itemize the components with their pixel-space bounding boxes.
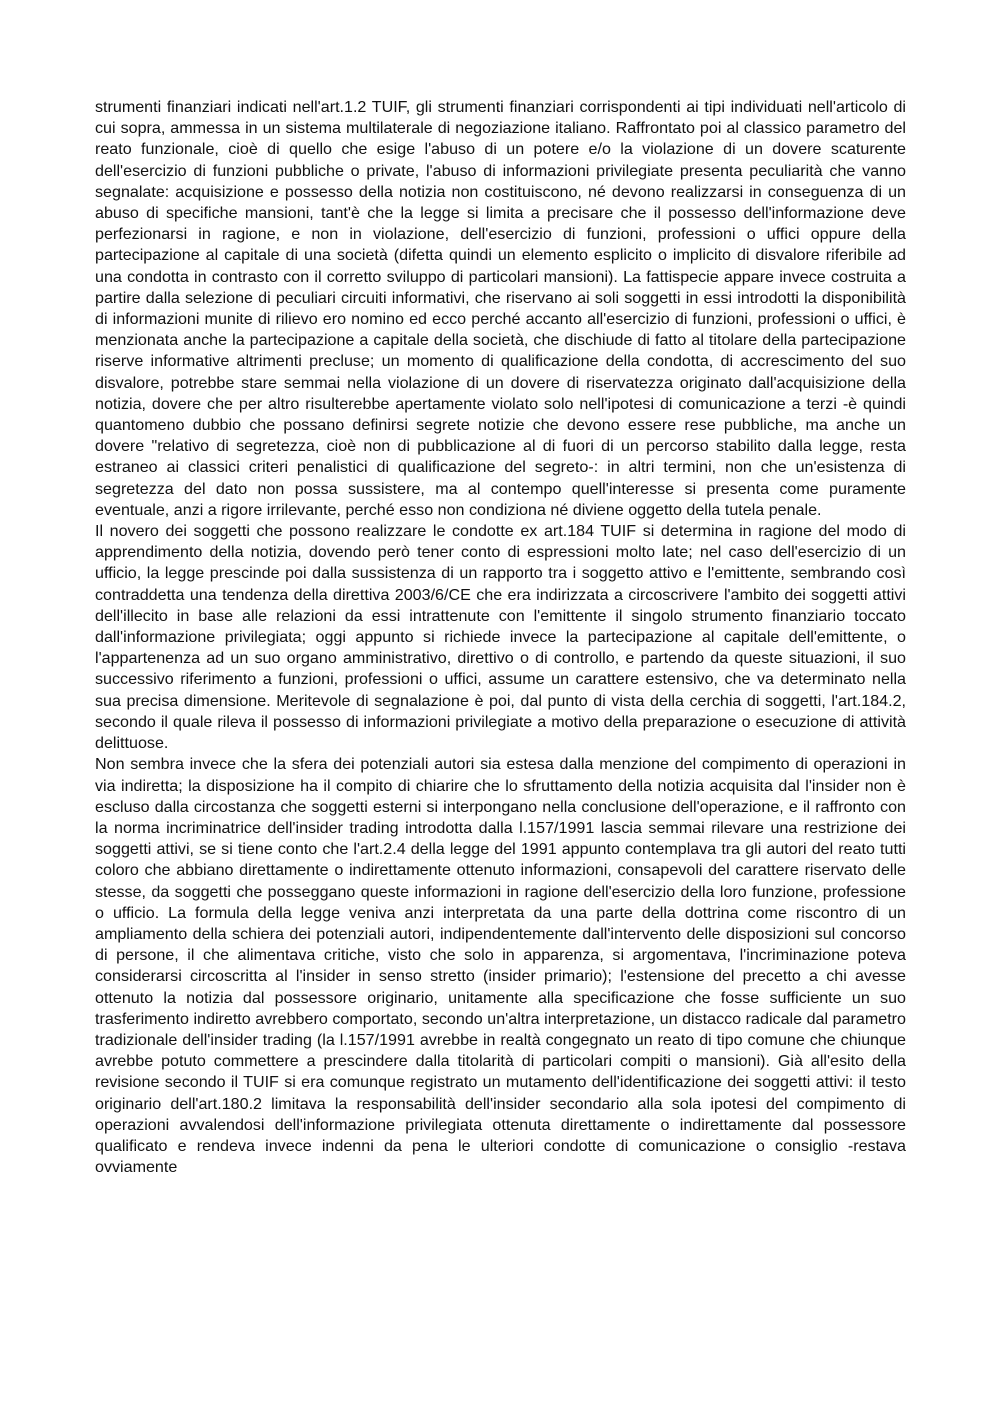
paragraph-abuso-informazioni: strumenti finanziari indicati nell'art.1.2 TUIF, gli strumenti finanziari corrispondenti ai tipi individuati nell'articolo di cui sopra, ammessa in un sistema multilaterale di negoziazione italiano. Raffrontato poi al classico parametro del reato funzionale, cioè di quello che esige l'abuso di un potere e/o la violazione di un dovere scaturente dell'esercizio di funzioni pubbliche o private, l'abuso di informazioni privilegiate presenta peculiarità che vanno segnalate: acquisizione e possesso della notizia non costituiscono, né devono realizzarsi in conseguenza di un abuso di specifiche mansioni, tant'è che la legge si limita a precisare che il possesso dell'informazione deve perfezionarsi in ragione, e non in violazione, dell'esercizio di funzioni, professioni o uffici oppure della partecipazione al capitale di una società (difetta quindi un elemento esplicito o implicito di disvalore riferibile ad una condotta in contrasto con il corretto sviluppo di particolari mansioni). La fattispecie appare invece costruita a partire dalla selezione di peculiari circuiti informativi, che riservano ai soli soggetti in essi introdotti la disponibilità di informazioni munite di rilievo ero nomino ed ecco perché accanto all'esercizio di funzioni, professioni o uffici, è menzionata anche la partecipazione a capitale della società, che dischiude di fatto al titolare della partecipazione riserve informative altrimenti precluse; un momento di qualificazione della condotta, di accrescimento del suo disvalore, potrebbe stare semmai nella violazione di un dovere di riservatezza originato dall'acquisizione della notizia, dovere che per altro risulterebbe apertamente violato solo nell'ipotesi di comunicazione a terzi -è quindi quantomeno dubbio che possano definirsi segrete notizie che devono essere rese pubbliche, ma anche un dovere "relativo di segretezza, cioè non di pubblicazione al di fuori di un percorso stabilito dalla legge, resta estraneo ai classici criteri penalistici di qualificazione del segreto-: in altri termini, non che un'esistenza di segretezza del dato non possa sussistere, ma al contempo quell'interesse si presenta come puramente eventuale, anzi a rigore irrilevante, perché esso non condiziona né diviene oggetto della tutela penale.	[95, 98, 906, 519]
paragraph-sfera-autori: Non sembra invece che la sfera dei potenziali autori sia estesa dalla menzione del compimento di operazioni in via indiretta; la disposizione ha il compito di chiarire che lo sfruttamento della notizia acquisita dal l'insider non è escluso dalla circostanza che soggetti esterni si interpongano nella conclusione dell'operazione, e il raffronto con la norma incriminatrice dell'insider trading introdotta dalla l.157/1991 lascia semmai rilevare una restrizione dei soggetti attivi, se si tiene conto che l'art.2.4 della legge del 1991 appunto contemplava tra gli autori del reato tutti coloro che abbiano direttamente o indirettamente ottenuto informazioni, consapevoli del carattere riservato delle stesse, da soggetti che posseggano queste informazioni in ragione dell'esercizio della loro funzione, professione o ufficio. La formula della legge veniva anzi interpretata da una parte della dottrina come riscontro di un ampliamento della schiera dei potenziali autori, indipendentemente dall'intervento delle disposizioni sul concorso di persone, il che alimentava critiche, visto che solo in apparenza, si argomentava, l'incriminazione poteva considerarsi circoscritta al l'insider in senso stretto (insider primario); l'estensione del precetto a chi avesse ottenuto la notizia dal possessore originario, unitamente alla specificazione che fosse sufficiente un suo trasferimento indiretto avrebbero comportato, secondo un'altra interpretazione, un distacco radicale dal parametro tradizionale dell'insider trading (la l.157/1991 avrebbe in realtà congegnato un reato di tipo comune che chiunque avrebbe potuto commettere a prescindere dalla titolarità di particolari compiti o mansioni). Già all'esito della revisione secondo il TUIF si era comunque registrato un mutamento dell'identificazione dei soggetti attivi: il testo originario dell'art.180.2 limitava la responsabilità dell'insider secondario alla sola ipotesi del compimento di operazioni avvalendosi dell'informazione privilegiata ottenuta direttamente o indirettamente dal possessore qualificato e rendeva invece indenni da pena le ulteriori condotte di comunicazione o consiglio -restava ovviamente	[95, 755, 906, 1177]
document-page	[95, 97, 906, 1178]
paragraph-novero-soggetti: Il novero dei soggetti che possono realizzare le condotte ex art.184 TUIF si determina in ragione del modo di apprendimento della notizia, dovendo però tener conto di espressioni molto late; nel caso dell'esercizio di un ufficio, la legge prescinde poi dalla sussistenza di un rapporto tra i soggetto attivo e l'emittente, sembrando così contraddetta una tendenza della direttiva 2003/6/CE che era indirizzata a circoscrivere l'ambito dei soggetti attivi dell'illecito in base alle relazioni da essi intrattenute con l'emittente il singolo strumento finanziario toccato dall'informazione privilegiata; oggi appunto si richiede invece la partecipazione al capitale dell'emittente, o l'appartenenza ad un suo organo amministrativo, direttivo o di controllo, e partendo da queste situazioni, il suo successivo riferimento a funzioni, professioni o uffici, assume un carattere estensivo, che va determinato nella sua precisa dimensione. Meritevole di segnalazione è poi, dal punto di vista della cerchia di soggetti, l'art.184.2, secondo il quale rileva il possesso di informazioni privilegiate a motivo della preparazione o esecuzione di attività delittuose.	[95, 522, 906, 753]
